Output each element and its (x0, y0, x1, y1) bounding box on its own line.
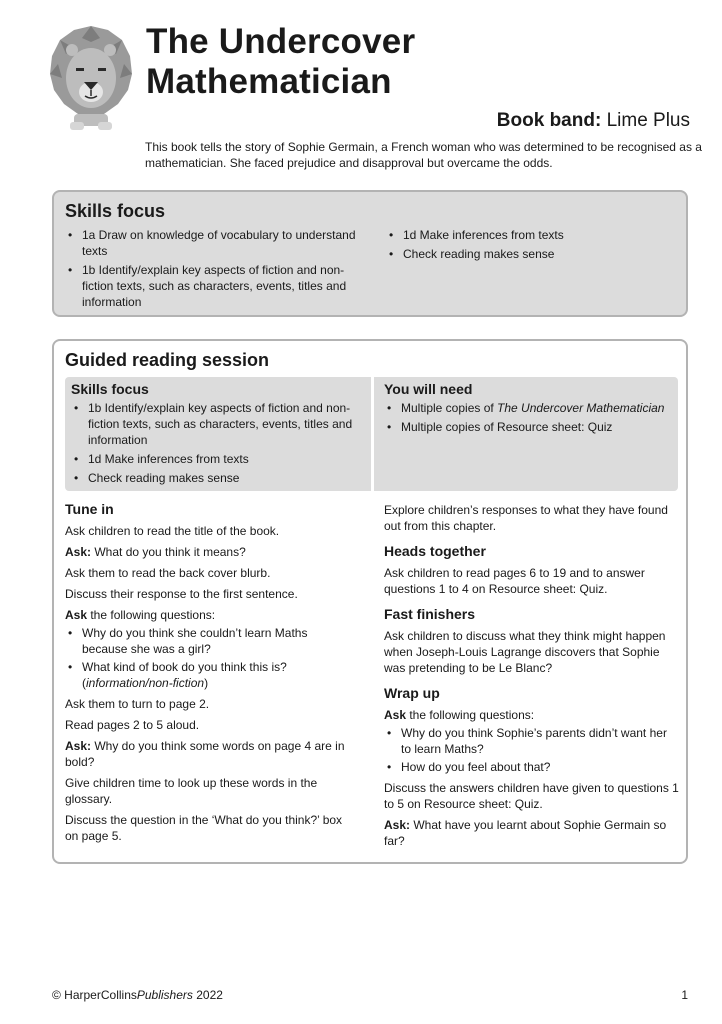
guided-skills-title: Skills focus (71, 381, 149, 397)
paragraph: Ask children to read the title of the book. (65, 524, 280, 538)
heads-together-heading: Heads together (384, 543, 486, 559)
skills-focus-box (52, 190, 688, 317)
wrap-up-heading: Wrap up (384, 685, 440, 701)
list-item: • 1b Identify/explain key aspects of fiction and non-fiction texts, such as characters, events, titles and information (71, 400, 361, 448)
list-item: • 1b Identify/explain key aspects of fiction and non-fiction texts, such as characters, events, titles and information (65, 262, 360, 310)
page-title (146, 22, 415, 102)
guided-info-panel (65, 377, 678, 491)
lion-icon (48, 24, 134, 132)
guided-reading-title: Guided reading session (65, 350, 270, 370)
list-item: • Check reading makes sense (71, 470, 361, 486)
list-item: • Multiple copies of Resource sheet: Quiz (384, 419, 676, 435)
skills-focus-left-column (65, 227, 360, 313)
book-band-label: Book band: (496, 110, 602, 131)
paragraph: Ask them to turn to page 2. (65, 697, 210, 711)
list-item: • 1d Make inferences from texts (71, 451, 361, 467)
lion-logo (48, 24, 134, 132)
page-number: 1 (681, 988, 688, 1002)
list-item: • 1a Draw on knowledge of vocabulary to understand texts (65, 227, 360, 259)
paragraph: Ask: What do you think it means? (65, 545, 246, 559)
skills-focus-right-column (386, 227, 681, 265)
paragraph: Read pages 2 to 5 aloud. (65, 718, 200, 732)
intro-text: This book tells the story of Sophie Germain, a French woman who was determined to be recognised as a mathematician. She faced prejudice and disapproval but overcame the odds. (145, 140, 702, 170)
title-line-2: Mathematician (146, 62, 392, 101)
copyright-footer: © HarperCollinsPublishers 2022 (52, 988, 223, 1002)
panel-divider (371, 377, 374, 491)
paragraph: Ask them to read the back cover blurb. (65, 566, 271, 580)
paragraph: Discuss their response to the first sentence. (65, 587, 298, 601)
paragraph: Discuss the answers children have given to questions 1 to 5 on Resource sheet: Quiz. (384, 781, 679, 811)
list-item (384, 400, 676, 416)
guided-skills-column (71, 380, 361, 489)
paragraph: Ask the following questions: (65, 608, 216, 622)
you-will-need-column (384, 380, 676, 438)
list-item: • Why do you think she couldn’t learn Maths because she was a girl? (65, 625, 355, 657)
tune-in-column (65, 500, 355, 849)
paragraph: Explore children’s responses to what they have found out from this chapter. (384, 503, 668, 533)
book-band-value: Lime Plus (606, 110, 690, 131)
list-item: • 1d Make inferences from texts (386, 227, 681, 243)
paragraph: Give children time to look up these words in the glossary. (65, 776, 318, 806)
title-line-1: The Undercover (146, 22, 416, 61)
need-item-1-prefix: Multiple copies of (401, 401, 498, 415)
right-body-column (384, 502, 679, 854)
paragraph: Ask children to read pages 6 to 19 and to answer questions 1 to 4 on Resource sheet: Quiz. (384, 566, 645, 596)
paragraph: Ask the following questions: (384, 708, 535, 722)
paragraph: Ask: What have you learnt about Sophie Germain so far? (384, 818, 667, 848)
need-item-1-book-title: The Undercover Mathematician (497, 401, 665, 415)
you-will-need-title: You will need (384, 381, 473, 397)
tune-in-heading: Tune in (65, 501, 114, 517)
list-item: • How do you feel about that? (384, 759, 679, 775)
book-band (497, 109, 690, 133)
skills-focus-title: Skills focus (65, 201, 166, 221)
fast-finishers-heading: Fast finishers (384, 606, 476, 622)
paragraph: Ask: Why do you think some words on page 4 are in bold? (65, 739, 345, 769)
list-item: • Why do you think Sophie’s parents didn’t want her to learn Maths? (384, 725, 679, 757)
list-item: • What kind of book do you think this is? (information/non-fiction) (65, 659, 355, 691)
guided-reading-box (52, 339, 688, 864)
paragraph: Discuss the question in the ‘What do you think?’ box on page 5. (65, 813, 343, 843)
list-item: • Check reading makes sense (386, 246, 681, 262)
paragraph: Ask children to discuss what they think might happen when Joseph-Louis Lagrange discovers that Sophie was pretending to be Le Blanc? (384, 629, 666, 675)
